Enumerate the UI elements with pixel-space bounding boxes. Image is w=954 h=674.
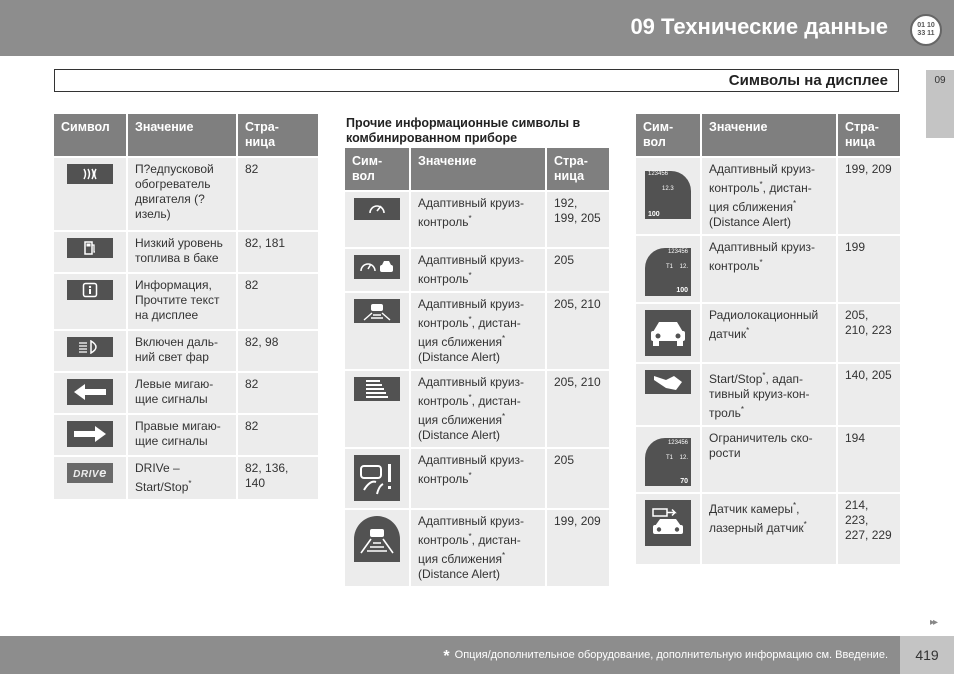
hand-stop-icon bbox=[645, 370, 691, 394]
cruise-warning-icon bbox=[354, 455, 400, 501]
display-distance-icon: 123456 12.3 100 bbox=[645, 171, 691, 219]
page-cell: 199, 209 bbox=[545, 510, 609, 588]
meaning-cell: Информация, Прочтите текст на дисплее bbox=[126, 274, 236, 331]
page-cell: 205, 210 bbox=[545, 371, 609, 449]
display-cruise-icon: 123456 T1 12. 100 bbox=[645, 248, 691, 296]
chapter-title: 09 Технические данные bbox=[630, 14, 888, 39]
meaning-cell: Адаптивный круиз-контроль* bbox=[700, 236, 836, 304]
meaning-cell: Адаптивный круиз-контроль* bbox=[409, 449, 545, 510]
page-cell: 82 bbox=[236, 274, 318, 331]
meaning-cell: Правые мигаю-щие сигналы bbox=[126, 415, 236, 457]
page-cell: 82 bbox=[236, 415, 318, 457]
radar-car-icon bbox=[645, 310, 691, 356]
meaning-cell: Ограничитель ско-рости bbox=[700, 427, 836, 495]
meaning-cell: Адаптивный круиз-контроль*, дистан-ция сближения* (Distance Alert) bbox=[409, 293, 545, 371]
meaning-cell: Датчик камеры*, лазерный датчик* bbox=[700, 494, 836, 566]
page-cell: 192, 199, 205 bbox=[545, 192, 609, 249]
page-cell: 205 bbox=[545, 449, 609, 510]
section-title-bar bbox=[54, 69, 899, 92]
glow-plug-icon bbox=[67, 164, 113, 184]
cruise-gauge-icon bbox=[354, 198, 400, 220]
page-cell: 199 bbox=[836, 236, 900, 304]
col-meaning: Значение bbox=[700, 114, 836, 158]
col-page: Стра- ница bbox=[236, 114, 318, 158]
col-page: Стра- ница bbox=[545, 148, 609, 192]
footer-bar bbox=[0, 636, 900, 674]
table-row bbox=[54, 331, 318, 373]
page-cell: 199, 209 bbox=[836, 158, 900, 236]
meaning-cell: Левые мигаю-щие сигналы bbox=[126, 373, 236, 415]
table-row bbox=[345, 449, 609, 510]
table-row bbox=[54, 158, 318, 232]
page-cell: 194 bbox=[836, 427, 900, 495]
left-arrow-icon bbox=[67, 379, 113, 405]
meaning-cell: П?едпусковой обогреватель двигателя (?изель) bbox=[126, 158, 236, 232]
page-cell: 205, 210 bbox=[545, 293, 609, 371]
table-row bbox=[636, 236, 900, 304]
table-row bbox=[636, 427, 900, 495]
col-page: Стра- ница bbox=[836, 114, 900, 158]
col-symbol: Сим- вол bbox=[345, 148, 409, 192]
table-row bbox=[54, 415, 318, 457]
next-page-arrows-icon[interactable]: ▸▸ bbox=[929, 617, 936, 628]
info-icon bbox=[67, 280, 113, 300]
page-cell: 140, 205 bbox=[836, 364, 900, 427]
header-bar bbox=[0, 0, 954, 56]
table-row bbox=[345, 510, 609, 588]
distance-bars-icon bbox=[354, 377, 400, 401]
table-row bbox=[54, 373, 318, 415]
symbols-table-1 bbox=[54, 114, 318, 501]
page-cell: 82, 136, 140 bbox=[236, 457, 318, 501]
page-cell: 214, 223, 227, 229 bbox=[836, 494, 900, 566]
meaning-cell: Адаптивный круиз-контроль*, дистан-ция сближения* (Distance Alert) bbox=[409, 510, 545, 588]
meaning-cell: Адаптивный круиз-контроль*, дистан-ция сближения* (Distance Alert) bbox=[700, 158, 836, 236]
col-symbol: Сим- вол bbox=[636, 114, 700, 158]
table-row bbox=[636, 304, 900, 364]
page-cell: 82 bbox=[236, 373, 318, 415]
page-number: 419 bbox=[900, 636, 954, 674]
table-row bbox=[636, 364, 900, 427]
symbols-table-2 bbox=[345, 148, 609, 588]
col-symbol: Символ bbox=[54, 114, 126, 158]
meaning-cell: Адаптивный круиз-контроль* bbox=[409, 192, 545, 249]
table-row bbox=[636, 494, 900, 566]
meaning-cell: Start/Stop*, адап-тивный круиз-кон-троль* bbox=[700, 364, 836, 427]
symbols-table-3 bbox=[636, 114, 900, 566]
cruise-car-icon bbox=[354, 255, 400, 279]
table-row bbox=[54, 274, 318, 331]
meaning-cell: Низкий уровень топлива в баке bbox=[126, 232, 236, 274]
high-beam-icon bbox=[67, 337, 113, 357]
right-arrow-icon bbox=[67, 421, 113, 447]
meaning-cell: Адаптивный круиз-контроль*, дистан-ция сближения* (Distance Alert) bbox=[409, 371, 545, 449]
meaning-cell: Включен даль-ний свет фар bbox=[126, 331, 236, 373]
footnote: * Опция/дополнительное оборудование, дополнительную информацию см. Введение. bbox=[443, 648, 888, 665]
section-title: Символы на дисплее bbox=[728, 72, 888, 89]
table-row bbox=[636, 158, 900, 236]
camera-car-icon bbox=[645, 500, 691, 546]
table-row bbox=[54, 232, 318, 274]
page-cell: 205, 210, 223 bbox=[836, 304, 900, 364]
table2-caption: Прочие информационные символы в комбинированном приборе bbox=[346, 116, 581, 145]
drive-logo-icon: DRIVe bbox=[67, 463, 113, 483]
page-cell: 82, 181 bbox=[236, 232, 318, 274]
col-meaning: Значение bbox=[126, 114, 236, 158]
page-cell: 205 bbox=[545, 249, 609, 293]
meaning-cell: Радиолокационный датчик* bbox=[700, 304, 836, 364]
page-cell: 82 bbox=[236, 158, 318, 232]
table-row bbox=[345, 371, 609, 449]
table-row bbox=[345, 192, 609, 249]
meaning-cell: DRIVe – Start/Stop* bbox=[126, 457, 236, 501]
meaning-cell: Адаптивный круиз-контроль* bbox=[409, 249, 545, 293]
table-row bbox=[54, 457, 318, 501]
distance-car-icon bbox=[354, 299, 400, 323]
fuel-pump-icon bbox=[67, 238, 113, 258]
table-row bbox=[345, 293, 609, 371]
col-meaning: Значение bbox=[409, 148, 545, 192]
page-cell: 82, 98 bbox=[236, 331, 318, 373]
road-car-icon bbox=[354, 516, 400, 562]
chapter-side-tab[interactable]: 09 bbox=[926, 70, 954, 138]
display-limiter-icon: 123456 T1 12. 70 bbox=[645, 438, 691, 486]
chapter-emblem-icon: 01 10 33 11 bbox=[910, 14, 942, 46]
table-row bbox=[345, 249, 609, 293]
